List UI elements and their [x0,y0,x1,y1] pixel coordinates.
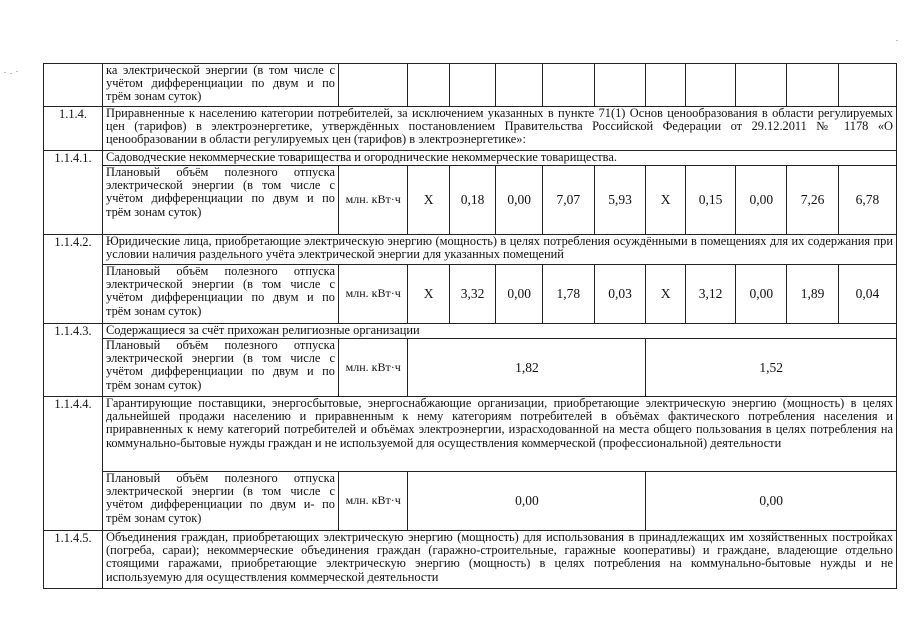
table-row [44,64,897,107]
value-cell: 0,00 [736,265,787,324]
section-row [44,397,897,472]
row-number: 1.1.4.1. [44,151,103,235]
value-cell: X [646,265,685,324]
value-cell: 0,03 [594,265,646,324]
value-cell: 0,00 [736,166,787,235]
value-cell [646,64,685,107]
section-heading: Садоводческие некоммерческие товарищества и огороднические некоммерческие товарищества. [103,151,897,166]
scan-speck [10,73,12,74]
row-description: Плановый объём полезного отпуска электрической энергии (в том числе с учётом дифференциации по двум и по трём зонам суток) [103,166,339,235]
value-cell [685,64,736,107]
value-cell [449,64,496,107]
unit-cell: млн. кВт·ч [339,472,408,531]
data-row [44,265,897,324]
section-heading: Приравненные к населению категории потребителей, за исключением указанных в пункте 71(1) Основ ценообразования в области регулируемых цен (тарифов) в электроэнергетике, утверждённых постановлением Правительства Российской Федерации от 29.12.2011 № 1178 «О ценообразовании в области регулируемых цен (тарифов) в электроэнергетике»: [103,107,897,151]
merged-value-cell: 0,00 [408,472,646,531]
section-row [44,235,897,265]
row-description: Плановый объём полезного отпуска электрической энергии (в том числе с учётом дифференциации по двум и- по трём зонам суток) [103,472,339,531]
value-cell: 3,12 [685,265,736,324]
value-cell: 7,26 [787,166,839,235]
value-cell: 0,18 [449,166,496,235]
unit-cell: млн. кВт·ч [339,265,408,324]
merged-value-cell: 1,52 [646,339,897,397]
section-heading: Содержащиеся за счёт прихожан религиозные организации [103,324,897,339]
row-description: Плановый объём полезного отпуска электрической энергии (в том числе с учётом дифференциации по двум и по трём зонам суток) [103,339,339,397]
value-cell [594,64,646,107]
row-description: ка электрической энергии (в том числе с учётом дифференциации по двум и по трём зонам суток) [103,64,339,107]
value-cell [542,64,594,107]
row-number-cell [44,64,103,107]
section-heading: Гарантирующие поставщики, энергосбытовые, энергоснабжающие организации, приобретающие электрическую энергию (мощность) в целях дальнейшей продажи населению и приравненным к нему категориям потребителей в объёмах фактического потребления населения и приравненных к нему категорий потребителей и объёмах электроэнергии, израсходованной на места общего пользования в целях потребления на коммунально-бытовые нужды граждан и не используемой для осуществления коммерческой (профессиональной) деятельности [103,397,897,472]
value-cell: 0,04 [838,265,896,324]
section-heading: Объединения граждан, приобретающих электрическую энергию (мощность) для использования в принадлежащих им хозяйственных постройках (погреба, сараи); некоммерческие объединения граждан (гаражно-строительные, гаражные кооперативы) и граждане, владеющие отдельно стоящими гаражами, приобретающие электрическую энергию (мощность) в целях потребления на коммунально-бытовые нужды и не используемую для осуществления коммерческой деятельности [103,531,897,589]
section-row [44,107,897,151]
value-cell [736,64,787,107]
data-row [44,472,897,531]
value-cell: X [408,265,449,324]
merged-value-cell: 0,00 [646,472,897,531]
value-cell: 1,78 [542,265,594,324]
section-row [44,324,897,339]
unit-cell: млн. кВт·ч [339,339,408,397]
row-number: 1.1.4.5. [44,531,103,589]
value-cell: 0,00 [496,166,543,235]
row-number: 1.1.4.3. [44,324,103,397]
tariff-volume-table [43,63,897,589]
value-cell [787,64,839,107]
value-cell: X [646,166,685,235]
value-cell [408,64,449,107]
merged-value-cell: 1,82 [408,339,646,397]
value-cell: 0,00 [496,265,543,324]
data-row [44,339,897,397]
section-row [44,151,897,166]
unit-cell [339,64,408,107]
scan-speck [4,72,6,73]
section-heading: Юридические лица, приобретающие электрическую энергию (мощность) в целях потребления осуждёнными в помещениях для их содержания при условии наличия раздельного учёта электрической энергии для указанных помещений [103,235,897,265]
value-cell: 6,78 [838,166,896,235]
data-row [44,166,897,235]
section-row [44,531,897,589]
row-description: Плановый объём полезного отпуска электрической энергии (в том числе с учётом дифференциации по двум и по трём зонам суток) [103,265,339,324]
value-cell: X [408,166,449,235]
unit-cell: млн. кВт·ч [339,166,408,235]
scan-speck [896,40,898,41]
value-cell: 5,93 [594,166,646,235]
scan-speck [16,71,18,72]
row-number: 1.1.4. [44,107,103,151]
value-cell [838,64,896,107]
row-number: 1.1.4.2. [44,235,103,324]
value-cell [496,64,543,107]
value-cell: 0,15 [685,166,736,235]
row-number: 1.1.4.4. [44,397,103,531]
value-cell: 7,07 [542,166,594,235]
value-cell: 3,32 [449,265,496,324]
value-cell: 1,89 [787,265,839,324]
